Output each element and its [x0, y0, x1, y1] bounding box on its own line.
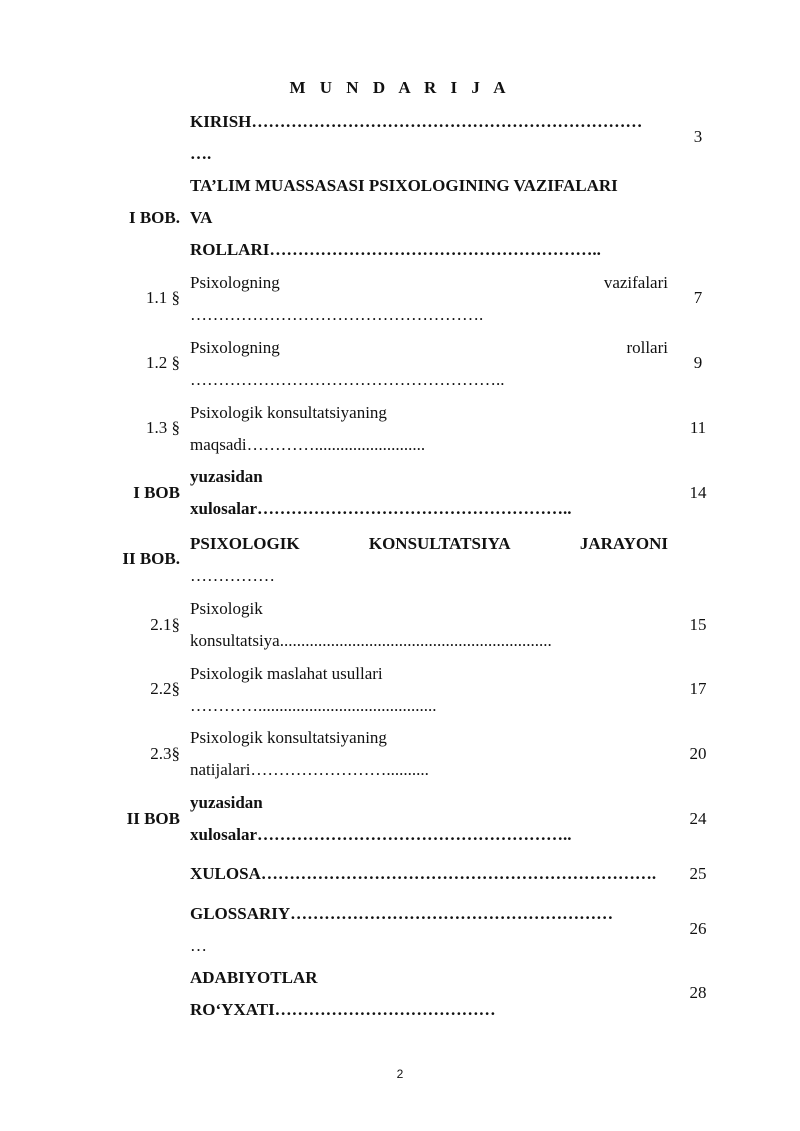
toc-entry-text: XULOSA……………………………………………………………. [190, 864, 657, 883]
toc-entry-text: …. [190, 144, 212, 163]
toc-label: I BOB. [128, 208, 180, 227]
toc-entry-text: xulosalar……………………………………………….. [190, 825, 572, 844]
toc-entry-text: KONSULTATSIYA [368, 534, 511, 553]
toc-page-number: 24 [689, 809, 707, 828]
toc-entry-text: ROLLARI………………………………………………….. [190, 240, 601, 259]
toc-page-number: 15 [689, 615, 707, 634]
toc-entry-text: ……………………………………………. [190, 305, 484, 324]
toc-page-number: 26 [689, 919, 707, 938]
toc-entry-text: ……………………………………………….. [190, 370, 505, 389]
toc-entry-text: maqsadi………….......................... [190, 435, 426, 454]
toc-entry-text: konsultatsiya................................................................ [190, 631, 552, 650]
toc-entry-text: yuzasidan [190, 793, 263, 812]
toc-label: 2.1§ [150, 615, 180, 634]
toc-label: 2.3§ [150, 744, 180, 763]
toc-entry-text: TA’LIM MUASSASASI PSIXOLOGINING VAZIFALARI [190, 176, 618, 195]
toc-entry-text: ADABIYOTLAR [190, 968, 318, 987]
toc-entry-text: natijalari…………………….......... [190, 760, 429, 779]
toc-entry-text: ………….......................................... [190, 696, 437, 715]
toc-entry-text: … [190, 936, 207, 955]
toc-entry-text: PSIXOLOGIK [190, 534, 300, 553]
toc-entry-text: xulosalar……………………………………………….. [190, 499, 572, 518]
toc-entry-text: GLOSSARIY………………………………………………… [190, 904, 614, 923]
toc-entry-text: Psixologning [190, 338, 280, 357]
toc-entry-text: KIRISH…………………………………………………………… [190, 112, 643, 131]
toc-page-number: 3 [693, 127, 703, 146]
toc-entry-text: RO‘YXATI………………………………… [190, 1000, 496, 1019]
toc-entry-text: Psixologik [190, 599, 263, 618]
toc-entry-text: JARAYONI [579, 534, 668, 553]
toc-page-number: 17 [689, 679, 707, 698]
toc-page-number: 14 [689, 483, 707, 502]
toc-entry-text: Psixologik konsultatsiyaning [190, 728, 387, 747]
toc-label: II BOB. [122, 549, 180, 568]
toc-label: 2.2§ [150, 679, 180, 698]
toc-page-number: 28 [689, 983, 707, 1002]
toc-label: 1.2 § [146, 353, 180, 372]
toc-entry-text: yuzasidan [190, 467, 263, 486]
toc-label: I BOB [133, 483, 180, 502]
toc-label: 1.3 § [146, 418, 180, 437]
toc-page-number: 20 [689, 744, 707, 763]
toc-entry-text: Psixologik maslahat usullari [190, 664, 383, 683]
toc-page-number: 9 [693, 353, 703, 372]
page-number: 2 [396, 1067, 404, 1081]
toc-label: II BOB [126, 809, 180, 828]
toc-entry-text: VA [190, 208, 213, 227]
toc-entry-text: vazifalari [603, 273, 668, 292]
toc-page-number: 25 [689, 864, 707, 883]
toc-label: 1.1 § [146, 288, 180, 307]
toc-entry-text: rollari [626, 338, 668, 357]
toc-entry-text: Psixologik konsultatsiyaning [190, 403, 387, 422]
toc-entry-text: Psixologning [190, 273, 280, 292]
page-title: M U N D A R I J A [289, 78, 511, 97]
toc-page-number: 11 [689, 418, 707, 437]
toc-page-number: 7 [693, 288, 703, 307]
toc-entry-text: …………… [190, 566, 275, 585]
